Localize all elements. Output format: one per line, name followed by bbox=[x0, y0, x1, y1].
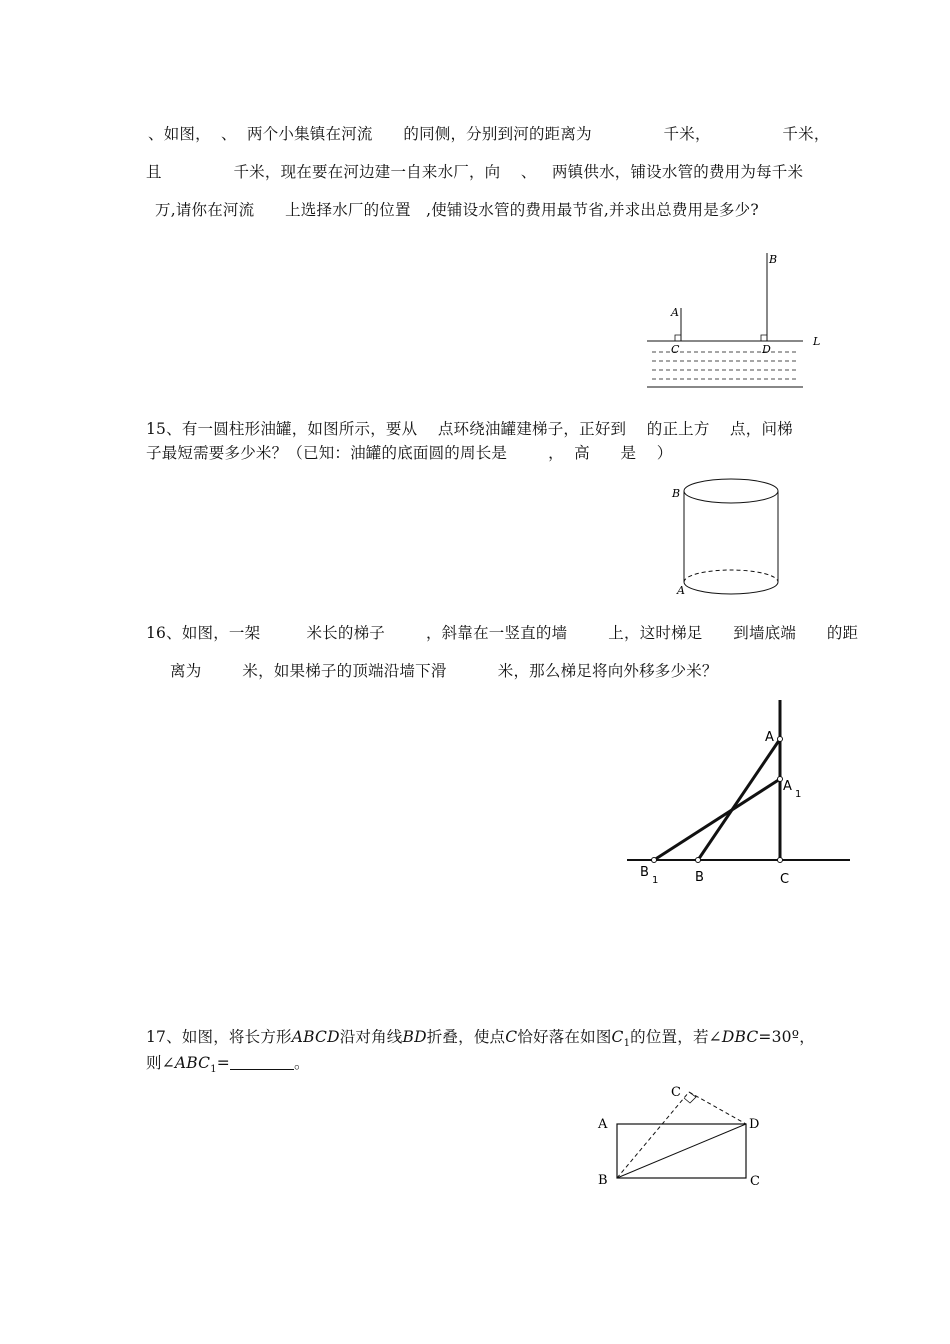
label-b: B bbox=[769, 253, 778, 266]
ladder-diagram bbox=[620, 695, 860, 895]
label-d: D bbox=[749, 1117, 760, 1132]
label-b1: B bbox=[640, 865, 649, 880]
label-l: L bbox=[813, 335, 821, 348]
label-a: A bbox=[677, 584, 685, 597]
fold-rectangle-diagram bbox=[590, 1078, 770, 1198]
q15-line-2: 子最短需要多少米？（已知：油罐的底面圆的周长是 ， 高 是 ） bbox=[146, 444, 673, 462]
q14-line-2: 且 千米，现在要在河边建一自来水厂，向 、 两镇供水，铺设水管的费用为每千米 bbox=[146, 163, 804, 181]
label-c: C bbox=[750, 1174, 760, 1189]
q16-line-1: 16、如图，一架 米长的梯子 ，斜靠在一竖直的墙 上，这时梯足 到墙底端 的距 bbox=[146, 624, 859, 642]
label-d: D bbox=[762, 343, 771, 356]
answer-blank bbox=[230, 1055, 294, 1070]
q17-line-1: 17、如图，将长方形ABCD沿对角线BD折叠，使点C恰好落在如图$C_1$的位置，若∠DBC=30º， bbox=[146, 1028, 815, 1050]
label-b: B bbox=[695, 870, 704, 885]
label-b: B bbox=[672, 487, 681, 500]
label-c1: C bbox=[671, 1085, 681, 1100]
q15-line-1: 15、有一圆柱形油罐，如图所示，要从 点环绕油罐建梯子，正好到 的正上方 点，问梯 bbox=[146, 420, 793, 438]
q16-line-2: 离为 米，如果梯子的顶端沿墙下滑 米，那么梯足将向外移多少米？ bbox=[170, 662, 718, 680]
label-a1: A bbox=[783, 779, 792, 794]
label-c: C bbox=[780, 872, 790, 887]
label-a1-subscript: 1 bbox=[795, 789, 802, 800]
label-a: A bbox=[598, 1117, 608, 1132]
q17-line-2: 则$\angle ABC_1=$ 。 bbox=[146, 1054, 310, 1076]
q14-line-3: 万,请你在河流 上选择水厂的位置 ,使铺设水管的费用最节省,并求出总费用是多少? bbox=[155, 201, 759, 219]
label-b: B bbox=[598, 1173, 608, 1188]
q14-line-1: 、如图， 、 两个小集镇在河流 的同侧，分别到河的距离为 千米， 千米， bbox=[148, 125, 830, 143]
cylinder-diagram bbox=[665, 475, 795, 600]
label-a: A bbox=[671, 306, 679, 319]
river-diagram bbox=[640, 248, 840, 393]
label-c: C bbox=[671, 343, 680, 356]
label-b1-subscript: 1 bbox=[652, 875, 659, 886]
label-a: A bbox=[765, 730, 774, 745]
